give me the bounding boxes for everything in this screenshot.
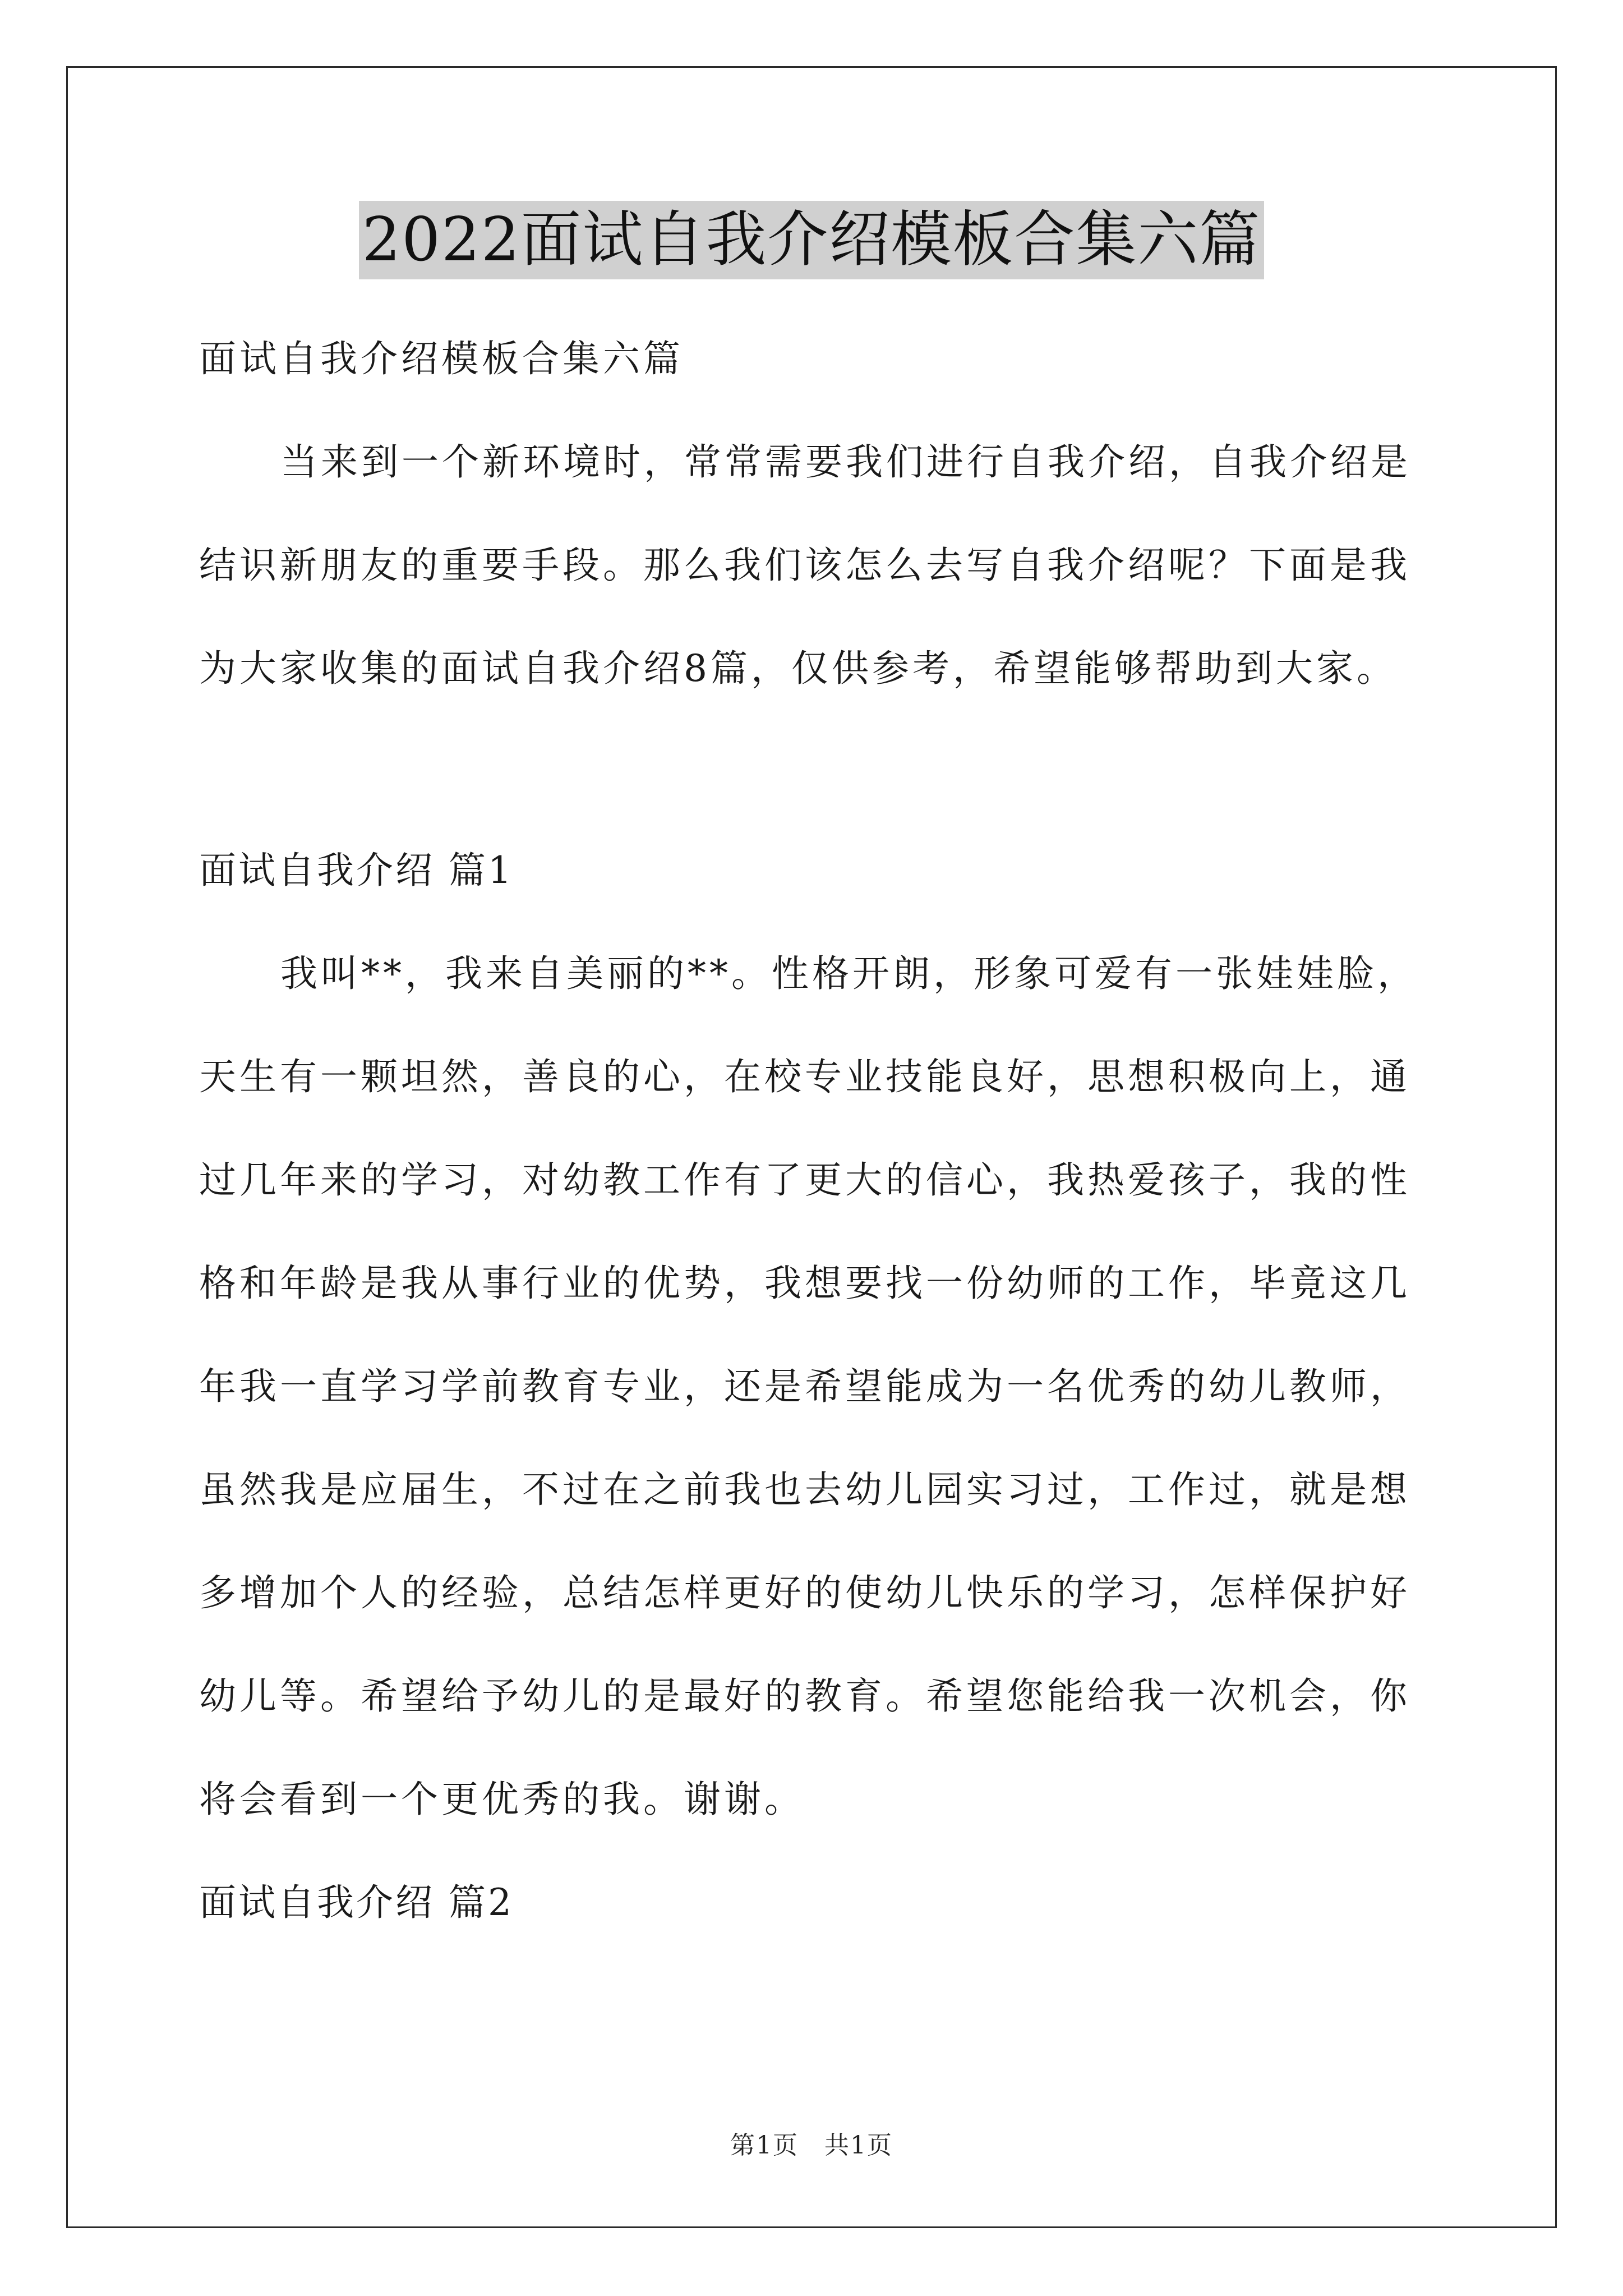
document-title: 2022面试自我介绍模板合集六篇 (359, 201, 1265, 279)
page-footer (0, 2129, 1623, 2162)
intro-line: 结识新朋友的重要手段。那么我们该怎么去写自我介绍呢？下面是我 (199, 544, 1410, 587)
section-1-line: 多增加个人的经验，总结怎样更好的使幼儿快乐的学习，怎样保护好 (199, 1571, 1410, 1614)
section-1-line: 幼儿等。希望给予幼儿的是最好的教育。希望您能给我一次机会，你 (199, 1674, 1410, 1718)
section-1-line: 我叫**，我来自美丽的**。性格开朗，形象可爱有一张娃娃脸， (280, 952, 1418, 995)
document-body (199, 307, 1433, 1954)
section-heading-1: 面试自我介绍 篇1 (199, 849, 514, 892)
section-1-line: 天生有一颗坦然，善良的心，在校专业技能良好，思想积极向上，通 (199, 1055, 1410, 1098)
section-1-line: 年我一直学习学前教育专业，还是希望能成为一名优秀的幼儿教师， (199, 1365, 1410, 1408)
section-1-line: 过几年来的学习，对幼教工作有了更大的信心，我热爱孩子，我的性 (199, 1158, 1410, 1202)
section-1-line: 将会看到一个更优秀的我。谢谢。 (199, 1778, 805, 1821)
section-1-line: 格和年龄是我从事行业的优势，我想要找一份幼师的工作，毕竟这几 (199, 1262, 1410, 1305)
intro-line: 当来到一个新环境时，常常需要我们进行自我介绍，自我介绍是 (280, 440, 1411, 484)
document-subtitle: 面试自我介绍模板合集六篇 (199, 337, 684, 380)
intro-line: 为大家收集的面试自我介绍8篇，仅供参考，希望能够帮助到大家。 (199, 647, 1397, 690)
section-1-line: 虽然我是应届生，不过在之前我也去幼儿园实习过，工作过，就是想 (199, 1468, 1410, 1511)
paragraph-gap (199, 720, 1433, 819)
section-heading-2: 面试自我介绍 篇2 (199, 1881, 514, 1924)
page-number-label: 第1页 共1页 (730, 2131, 893, 2160)
title-container (0, 201, 1623, 279)
